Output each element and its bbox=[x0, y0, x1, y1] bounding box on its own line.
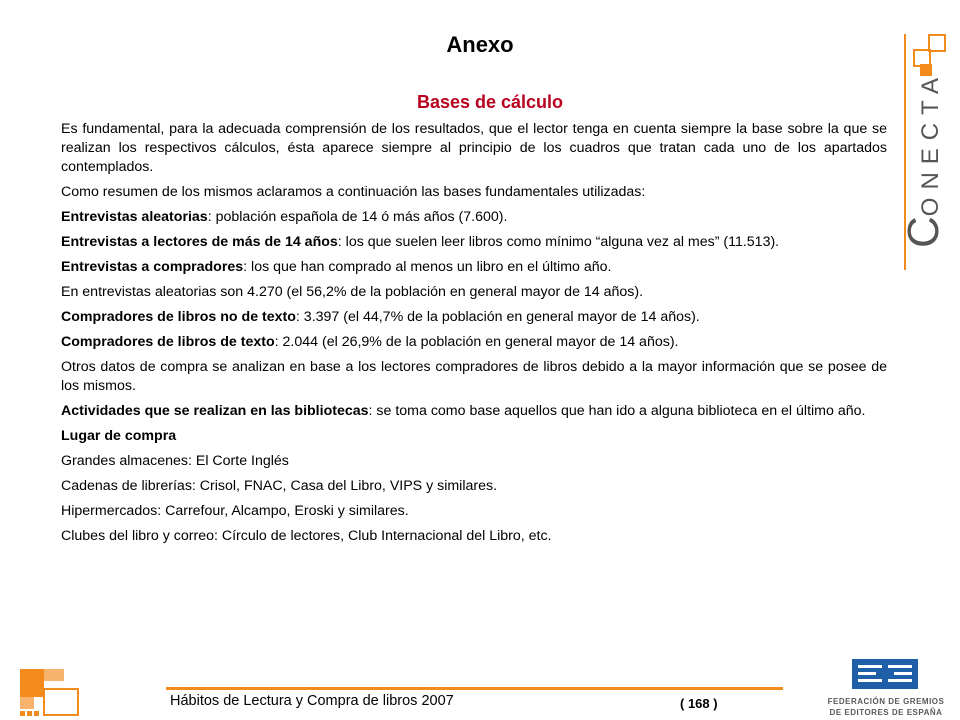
body-text bbox=[61, 120, 887, 552]
paragraph bbox=[61, 183, 887, 202]
paragraph bbox=[61, 402, 887, 421]
paragraph-text: Cadenas de librerías: Crisol, FNAC, Casa del Libro, VIPS y similares. bbox=[61, 478, 498, 494]
paragraph-label: Compradores de libros no de texto bbox=[61, 309, 296, 325]
paragraph bbox=[61, 258, 887, 277]
publisher-name bbox=[820, 696, 952, 718]
paragraph bbox=[61, 427, 887, 446]
paragraph bbox=[61, 477, 887, 496]
paragraph-text: : los que suelen leer libros como mínimo “alguna vez al mes” (11.513). bbox=[337, 234, 780, 250]
paragraph-text: En entrevistas aleatorias son 4.270 (el 56,2% de la población en general mayor de 14 años). bbox=[61, 284, 644, 300]
paragraph-text: : se toma como base aquellos que han ido a alguna biblioteca en el último año. bbox=[368, 403, 866, 419]
paragraph-text: Grandes almacenes: El Corte Inglés bbox=[61, 453, 289, 469]
page-title: Anexo bbox=[446, 32, 514, 57]
paragraph bbox=[61, 208, 887, 227]
paragraph-text: : los que han comprado al menos un libro en el último año. bbox=[243, 259, 612, 275]
paragraph-text: Como resumen de los mismos aclaramos a continuación las bases fundamentales utilizadas: bbox=[61, 184, 646, 200]
paragraph-text: : 3.397 (el 44,7% de la población en general mayor de 14 años). bbox=[295, 309, 700, 325]
publisher-emblem-icon bbox=[852, 659, 918, 689]
paragraph bbox=[61, 283, 887, 302]
paragraph bbox=[61, 358, 887, 396]
paragraph-text: Clubes del libro y correo: Círculo de lectores, Club Internacional del Libro, etc. bbox=[61, 528, 552, 544]
paragraph bbox=[61, 452, 887, 471]
publisher-line-1: FEDERACIÓN DE GREMIOS bbox=[827, 697, 945, 706]
paragraph-text: Otros datos de compra se analizan en base a los lectores compradores de libros debido a la mayor información que se posee de los mismos. bbox=[61, 359, 887, 394]
paragraph bbox=[61, 120, 887, 177]
paragraph bbox=[61, 333, 887, 352]
brand-logo-text: CONECTA bbox=[899, 70, 948, 248]
footer-title: Hábitos de Lectura y Compra de libros 2007 bbox=[170, 693, 454, 709]
section-subtitle: Bases de cálculo bbox=[416, 92, 564, 112]
footer-divider bbox=[166, 687, 783, 690]
paragraph bbox=[61, 502, 887, 521]
paragraph-label: Entrevistas aleatorias bbox=[61, 209, 208, 225]
footer-squares-logo bbox=[18, 663, 82, 719]
paragraph-label: Entrevistas a compradores bbox=[61, 259, 244, 275]
paragraph bbox=[61, 308, 887, 327]
paragraph-text: : 2.044 (el 26,9% de la población en general mayor de 14 años). bbox=[274, 334, 679, 350]
brand-logo bbox=[888, 70, 960, 250]
paragraph-label: Actividades que se realizan en las bibliotecas bbox=[61, 403, 369, 419]
paragraph-text: : población española de 14 ó más años (7.600). bbox=[207, 209, 508, 225]
paragraph-label: Entrevistas a lectores de más de 14 años bbox=[61, 234, 338, 250]
paragraph-label: Compradores de libros de texto bbox=[61, 334, 275, 350]
paragraph-text: Es fundamental, para la adecuada comprensión de los resultados, que el lector tenga en cuenta siempre la base sobre la que se realizan los respectivos cálculos, ésta aparece siempre al principio de los cuadros que tratan cada uno de los apartados contemplados. bbox=[61, 121, 887, 175]
paragraph bbox=[61, 527, 887, 546]
publisher-line-2: DE EDITORES DE ESPAÑA bbox=[829, 708, 943, 717]
paragraph-text: Hipermercados: Carrefour, Alcampo, Eroski y similares. bbox=[61, 503, 409, 519]
paragraph bbox=[61, 233, 887, 252]
paragraph-label: Lugar de compra bbox=[61, 428, 177, 444]
page-number: ( 168 ) bbox=[680, 696, 718, 711]
